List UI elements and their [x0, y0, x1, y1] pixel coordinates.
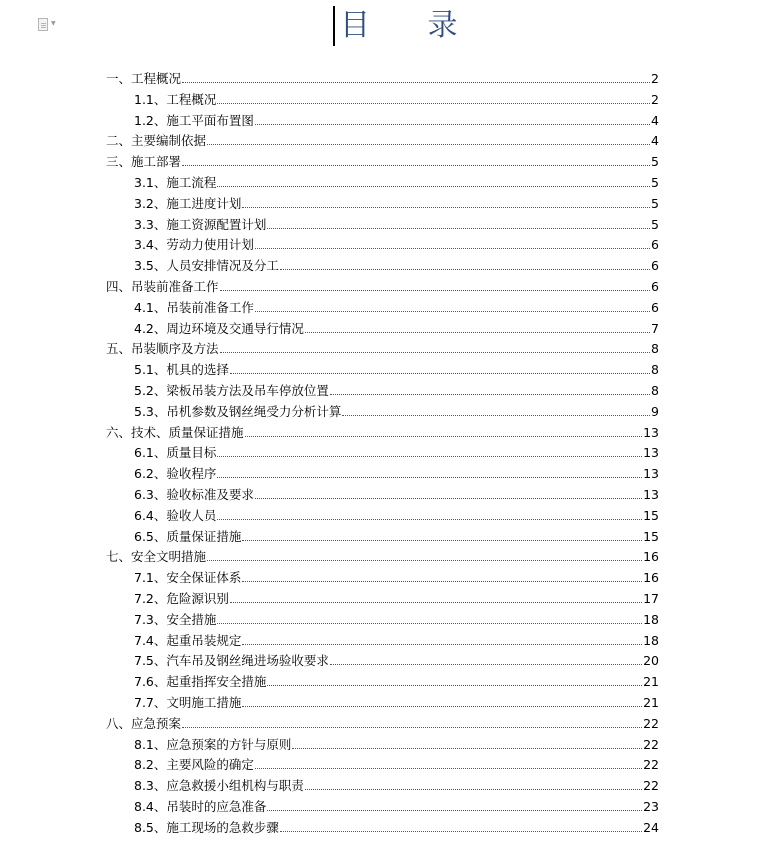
toc-entry-label: 7.7、文明施工措施	[134, 695, 242, 710]
toc-entry-label: 3.4、劳动力使用计划	[134, 237, 254, 253]
toc-page-number: 6	[651, 237, 659, 253]
toc-entry-label: 3.1、施工流程	[134, 175, 217, 190]
toc-entry[interactable]	[134, 109, 659, 129]
toc-entry-label: 8.2、主要风险的确定	[134, 757, 254, 773]
toc-leader-dots	[242, 644, 642, 645]
toc-entry-label: 六、技术、质量保证措施	[106, 424, 244, 440]
toc-leader-dots	[305, 789, 642, 790]
toc-entry[interactable]	[134, 296, 659, 316]
toc-entry-label: 7.5、汽车吊及钢丝绳进场验收要求	[134, 653, 329, 669]
toc-leader-dots	[217, 623, 642, 624]
toc-entry[interactable]	[134, 171, 659, 191]
toc-entry[interactable]	[106, 129, 659, 149]
toc-leader-dots	[245, 436, 643, 437]
toc-entry[interactable]	[134, 400, 659, 420]
toc-entry-label: 5.3、吊机参数及钢丝绳受力分析计算	[134, 403, 342, 419]
toc-entry-label: 5.2、梁板吊装方法及吊车停放位置	[134, 383, 329, 398]
toc-entry-label: 8.3、应急救援小组机构与职责	[134, 778, 304, 794]
toc-leader-dots	[217, 477, 642, 478]
toc-entry-label: 4.1、吊装前准备工作	[134, 299, 254, 315]
toc-leader-dots	[342, 415, 650, 416]
toc-leader-dots	[292, 748, 642, 749]
toc-page-number: 6	[651, 299, 659, 315]
toc-leader-dots	[255, 124, 650, 125]
toc-leader-dots	[217, 456, 642, 457]
toc-entry[interactable]	[106, 150, 659, 170]
toc-leader-dots	[330, 664, 642, 665]
toc-page-number: 13	[643, 466, 659, 482]
toc-page-number: 7	[651, 320, 659, 336]
toc-entry-label: 3.3、施工资源配置计划	[134, 216, 267, 232]
toc-entry-label: 6.5、质量保证措施	[134, 528, 242, 544]
toc-entry-label: 6.3、验收标准及要求	[134, 487, 254, 502]
toc-page-number: 13	[643, 424, 659, 440]
toc-entry[interactable]	[134, 525, 659, 545]
toc-entry-label: 八、应急预案	[106, 715, 182, 731]
page-title: 目 录	[340, 8, 482, 43]
toc-entry-label: 1.1、工程概况	[134, 91, 217, 107]
toc-entry[interactable]	[134, 379, 659, 399]
document-page-icon	[38, 18, 48, 31]
toc-leader-dots	[267, 228, 650, 229]
toc-entry[interactable]	[134, 795, 659, 815]
toc-entry[interactable]	[134, 317, 659, 337]
toc-page-number: 24	[643, 819, 659, 835]
toc-entry[interactable]	[134, 774, 659, 794]
toc-page-number: 5	[651, 175, 659, 190]
toc-leader-dots	[242, 581, 642, 582]
toc-page-number: 4	[651, 133, 659, 149]
toc-page-number: 15	[643, 507, 659, 523]
toc-leader-dots	[280, 269, 650, 270]
toc-page-number: 6	[651, 279, 659, 294]
toc-entry[interactable]	[134, 88, 659, 108]
toc-entry-label: 四、吊装前准备工作	[106, 279, 219, 294]
document-options-icon[interactable]	[38, 16, 60, 32]
toc-page-number: 23	[643, 799, 659, 814]
toc-leader-dots	[220, 290, 651, 291]
toc-page-number: 17	[643, 591, 659, 606]
toc-page-number: 5	[651, 195, 659, 211]
toc-leader-dots	[280, 831, 642, 832]
toc-page-number: 9	[651, 403, 659, 419]
toc-page-number: 5	[651, 216, 659, 232]
toc-leader-dots	[182, 165, 650, 166]
toc-leader-dots	[182, 727, 642, 728]
toc-leader-dots	[217, 186, 650, 187]
toc-entry-label: 8.4、吊装时的应急准备	[134, 799, 267, 814]
toc-entry-label: 7.4、起重吊装规定	[134, 632, 242, 648]
toc-page-number: 21	[643, 695, 659, 710]
toc-leader-dots	[230, 602, 642, 603]
toc-entry[interactable]	[134, 587, 659, 607]
toc-entry[interactable]	[134, 483, 659, 503]
toc-entry[interactable]	[134, 213, 659, 233]
toc-entry-label: 三、施工部署	[106, 154, 182, 170]
toc-entry-label: 6.1、质量目标	[134, 445, 217, 461]
toc-entry[interactable]	[106, 421, 659, 441]
toc-entry[interactable]	[134, 753, 659, 773]
toc-leader-dots	[217, 519, 642, 520]
toc-page-number: 15	[643, 528, 659, 544]
toc-entry-label: 6.4、验收人员	[134, 507, 217, 523]
toc-leader-dots	[242, 207, 650, 208]
toc-page-number: 16	[643, 549, 659, 565]
text-cursor	[333, 6, 335, 46]
toc-leader-dots	[330, 394, 650, 395]
toc-entry[interactable]	[134, 441, 659, 461]
toc-leader-dots	[230, 373, 650, 374]
toc-page-number: 13	[643, 487, 659, 502]
chevron-down-icon: ▼	[51, 20, 56, 27]
toc-page-number: 22	[643, 736, 659, 752]
toc-leader-dots	[255, 768, 642, 769]
toc-entry[interactable]	[106, 275, 659, 295]
toc-entry-label: 7.1、安全保证体系	[134, 570, 242, 586]
toc-entry-label: 7.2、危险源识别	[134, 591, 229, 606]
toc-entry[interactable]	[134, 462, 659, 482]
toc-entry[interactable]	[106, 337, 659, 357]
toc-page-number: 22	[643, 715, 659, 731]
toc-page-number: 2	[651, 91, 659, 107]
toc-page-number: 6	[651, 258, 659, 274]
toc-leader-dots	[267, 810, 642, 811]
toc-entry-label: 3.2、施工进度计划	[134, 195, 242, 211]
toc-page-number: 16	[643, 570, 659, 586]
toc-leader-dots	[255, 498, 642, 499]
toc-entry[interactable]	[106, 545, 659, 565]
toc-entry[interactable]	[134, 649, 659, 669]
toc-leader-dots	[255, 311, 650, 312]
toc-entry-label: 一、工程概况	[106, 71, 182, 86]
toc-page-number: 21	[643, 674, 659, 690]
toc-entry[interactable]	[134, 733, 659, 753]
toc-entry-label: 8.5、施工现场的急救步骤	[134, 819, 279, 835]
toc-entry[interactable]	[106, 67, 659, 87]
toc-page-number: 4	[651, 112, 659, 128]
toc-entry[interactable]	[134, 504, 659, 524]
toc-entry-label: 1.2、施工平面布置图	[134, 112, 254, 128]
toc-entry-label: 8.1、应急预案的方针与原则	[134, 736, 292, 752]
toc-entry-label: 二、主要编制依据	[106, 133, 207, 149]
toc-page-number: 8	[651, 383, 659, 398]
toc-leader-dots	[182, 82, 650, 83]
toc-leader-dots	[207, 144, 650, 145]
toc-entry[interactable]	[106, 712, 659, 732]
toc-page-number: 18	[643, 611, 659, 627]
toc-page-number: 13	[643, 445, 659, 461]
toc-leader-dots	[220, 352, 651, 353]
toc-page-number: 22	[643, 757, 659, 773]
toc-entry[interactable]	[134, 608, 659, 628]
toc-entry[interactable]	[134, 691, 659, 711]
toc-entry-label: 7.3、安全措施	[134, 611, 217, 627]
toc-entry-label: 6.2、验收程序	[134, 466, 217, 482]
toc-entry-label: 7.6、起重指挥安全措施	[134, 674, 267, 690]
toc-leader-dots	[242, 540, 642, 541]
toc-page-number: 5	[651, 154, 659, 170]
toc-entry[interactable]	[134, 233, 659, 253]
toc-entry[interactable]	[134, 566, 659, 586]
toc-page-number: 8	[651, 341, 659, 357]
toc-leader-dots	[267, 685, 642, 686]
toc-entry-label: 五、吊装顺序及方法	[106, 341, 219, 357]
toc-page-number: 18	[643, 632, 659, 648]
toc-leader-dots	[207, 560, 642, 561]
toc-entry-label: 七、安全文明措施	[106, 549, 207, 565]
toc-leader-dots	[242, 706, 642, 707]
toc-entry[interactable]	[134, 670, 659, 690]
toc-entry[interactable]	[134, 254, 659, 274]
toc-leader-dots	[305, 332, 650, 333]
toc-leader-dots	[217, 103, 650, 104]
toc-entry-label: 5.1、机具的选择	[134, 362, 229, 378]
toc-entry-label: 3.5、人员安排情况及分工	[134, 258, 279, 274]
toc-entry-label: 4.2、周边环境及交通导行情况	[134, 320, 304, 336]
toc-entry[interactable]	[134, 358, 659, 378]
toc-page-number: 2	[651, 71, 659, 86]
toc-leader-dots	[255, 248, 650, 249]
toc-page-number: 22	[643, 778, 659, 794]
toc-entry[interactable]	[134, 816, 659, 836]
toc-entry[interactable]	[134, 629, 659, 649]
toc-page-number: 8	[651, 362, 659, 378]
toc-page-number: 20	[643, 653, 659, 669]
toc-entry[interactable]	[134, 192, 659, 212]
